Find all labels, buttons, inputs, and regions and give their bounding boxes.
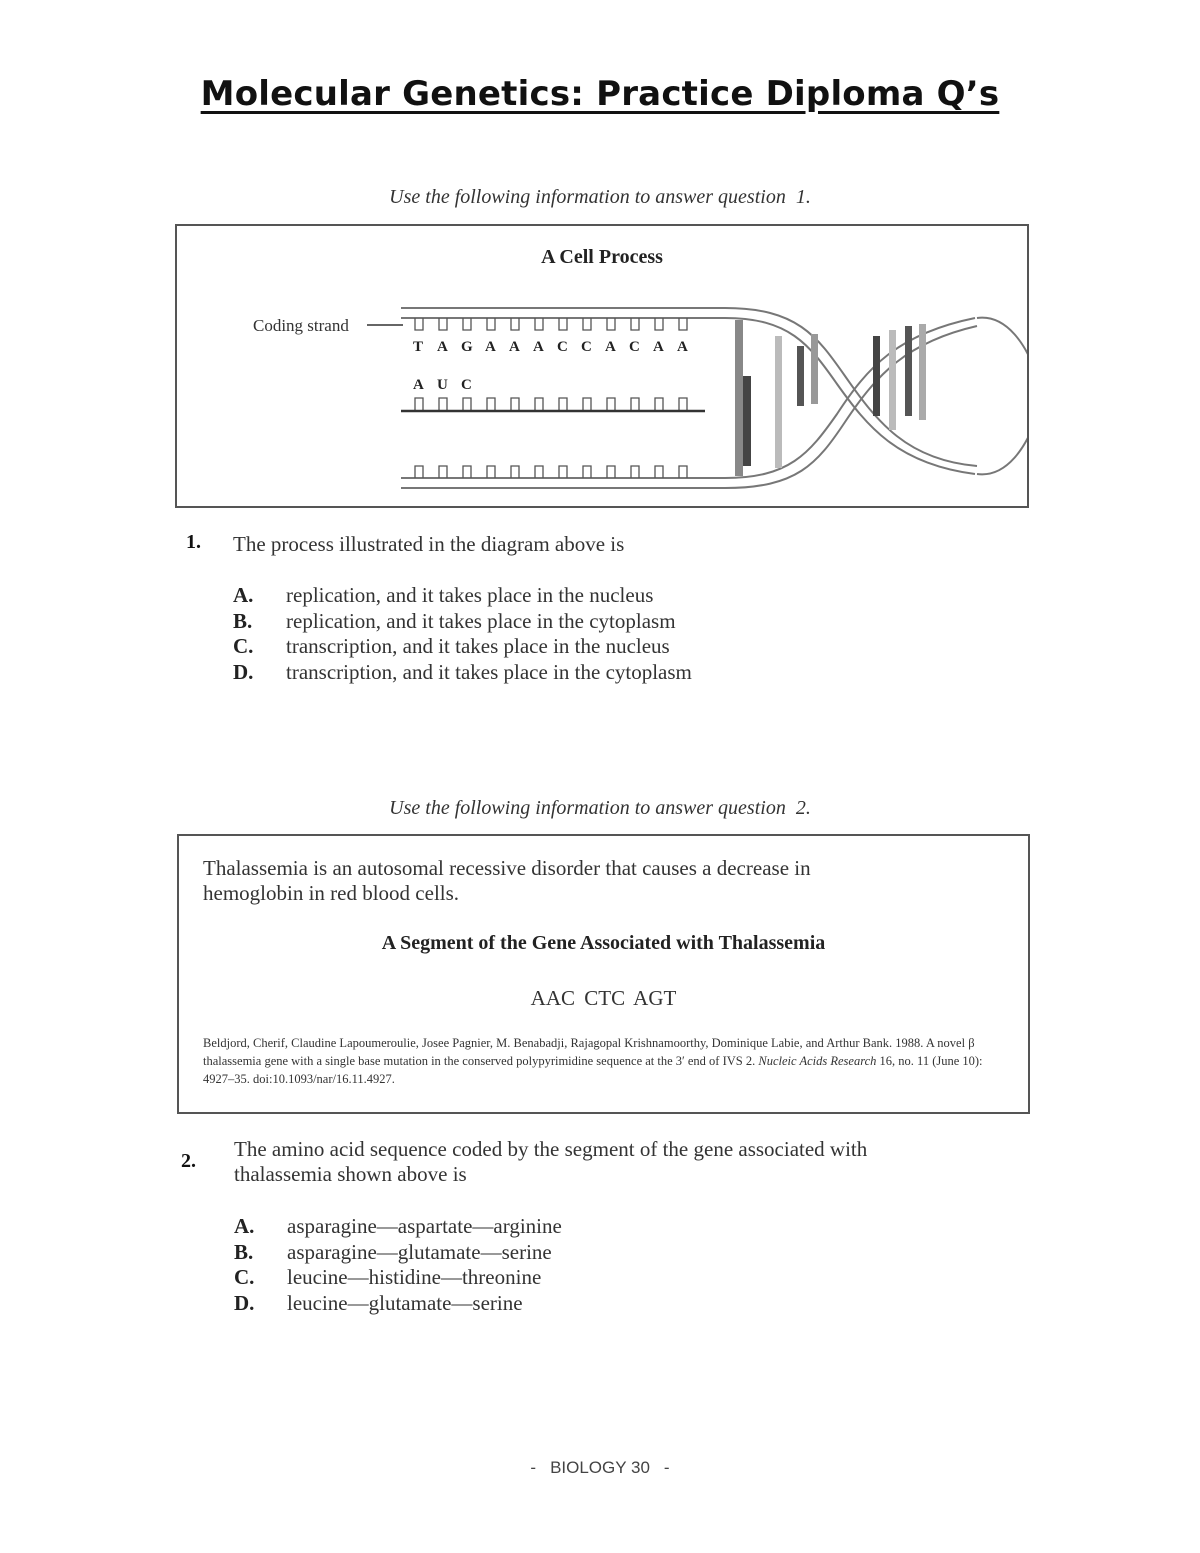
instruction-text: Use the following information to answer question	[389, 186, 786, 208]
helix-twist-1	[977, 318, 1027, 416]
intro-line: hemoglobin in red blood cells.	[203, 881, 460, 905]
citation-authors: Beldjord, Cherif, Claudine Lapoumeroulie, Josee Pagnier, M. Benabadji, Rajagopal Krishnamoorthy, Dominique Labie, and Arthur Bank. 1988. A novel β thalassemia gene with a single base mutation in the conserved polypyrimidine sequence at the 3′ end of IVS 2.	[203, 1036, 975, 1068]
option-b[interactable]	[234, 1240, 562, 1266]
option-text: leucine—glutamate—serine	[287, 1290, 523, 1315]
rna-base: U	[437, 377, 448, 393]
footer-course: BIOLOGY 30	[550, 1458, 650, 1477]
coding-base: A	[485, 339, 496, 355]
option-text: asparagine—glutamate—serine	[287, 1239, 552, 1264]
rna-base: C	[461, 377, 472, 393]
option-letter: C.	[233, 634, 254, 659]
thalassemia-intro	[203, 856, 963, 906]
template-strand-slots	[415, 466, 687, 478]
footer-dash: -	[530, 1458, 537, 1477]
question-1-options	[233, 583, 692, 685]
instruction-q1	[0, 186, 1200, 209]
option-letter: A.	[234, 1214, 255, 1238]
coding-base: A	[437, 339, 448, 355]
dna-transcription-diagram	[177, 226, 1027, 506]
thalassemia-info-box	[177, 834, 1030, 1114]
coding-base: A	[509, 339, 520, 355]
page-footer	[0, 1458, 1200, 1478]
helix-twist-2	[977, 374, 1027, 474]
coding-base: T	[413, 339, 424, 355]
diagram-title: A Cell Process	[541, 246, 663, 268]
question-1-number: 1.	[186, 531, 201, 553]
citation	[203, 1034, 1013, 1088]
coding-strand-bases	[413, 339, 688, 355]
coding-base: C	[629, 339, 640, 355]
option-letter: D.	[234, 1290, 255, 1315]
question-2-stem	[234, 1137, 867, 1187]
coding-base: A	[653, 339, 664, 355]
option-letter: B.	[233, 608, 253, 633]
coding-base: A	[677, 339, 688, 355]
citation-journal: Nucleic Acids Research	[758, 1054, 877, 1068]
stem-line: The amino acid sequence coded by the segment of the gene associated with	[234, 1137, 868, 1161]
instruction-question-ref: 2.	[795, 797, 811, 819]
option-d[interactable]	[233, 660, 692, 686]
gene-segment-title: A Segment of the Gene Associated with Thalassemia	[381, 932, 826, 954]
mrna-bases	[413, 377, 472, 393]
option-text: replication, and it takes place in the nucleus	[286, 583, 654, 607]
option-text: replication, and it takes place in the cytoplasm	[286, 608, 676, 633]
helix-base-pair-rungs	[735, 320, 926, 476]
page-title: Molecular Genetics: Practice Diploma Q’s	[200, 74, 1000, 114]
mrna-strand	[401, 398, 705, 411]
coding-base: C	[557, 339, 568, 355]
question-2-options	[234, 1214, 562, 1316]
option-c[interactable]	[233, 634, 692, 660]
option-text: transcription, and it takes place in the nucleus	[286, 634, 670, 659]
option-letter: C.	[234, 1265, 255, 1290]
instruction-question-ref: 1.	[795, 186, 811, 208]
stem-line: thalassemia shown above is	[234, 1162, 467, 1186]
option-a[interactable]	[233, 583, 692, 609]
option-letter: B.	[234, 1239, 254, 1264]
rna-base: A	[413, 377, 424, 393]
question-2-number: 2.	[181, 1150, 196, 1172]
coding-base: A	[605, 339, 616, 355]
cell-process-diagram-box	[175, 224, 1029, 508]
option-b[interactable]	[233, 609, 692, 635]
option-letter: D.	[233, 659, 254, 684]
coding-base: G	[461, 339, 473, 355]
option-text: transcription, and it takes place in the cytoplasm	[286, 659, 692, 684]
option-text: leucine—histidine—threonine	[287, 1265, 542, 1290]
coding-base: C	[581, 339, 592, 355]
option-a[interactable]	[234, 1214, 562, 1240]
option-text: asparagine—aspartate—arginine	[287, 1214, 562, 1238]
coding-strand-label: Coding strand	[253, 316, 349, 335]
option-letter: A.	[233, 583, 254, 607]
intro-line: Thalassemia is an autosomal recessive disorder that causes a decrease in	[203, 856, 811, 880]
citation-details: 16, no. 11 (June 10): 4927–35. doi:10.1093/nar/16.11.4927.	[203, 1054, 983, 1086]
coding-base: A	[533, 339, 544, 355]
question-1-stem: The process illustrated in the diagram above is	[233, 532, 625, 556]
option-d[interactable]	[234, 1291, 562, 1317]
coding-strand-slots	[415, 318, 687, 330]
option-c[interactable]	[234, 1265, 562, 1291]
footer-dash: -	[663, 1458, 670, 1477]
gene-sequence: AAC CTC AGT	[530, 986, 677, 1010]
instruction-q2	[0, 797, 1200, 820]
instruction-text: Use the following information to answer question	[389, 797, 786, 819]
